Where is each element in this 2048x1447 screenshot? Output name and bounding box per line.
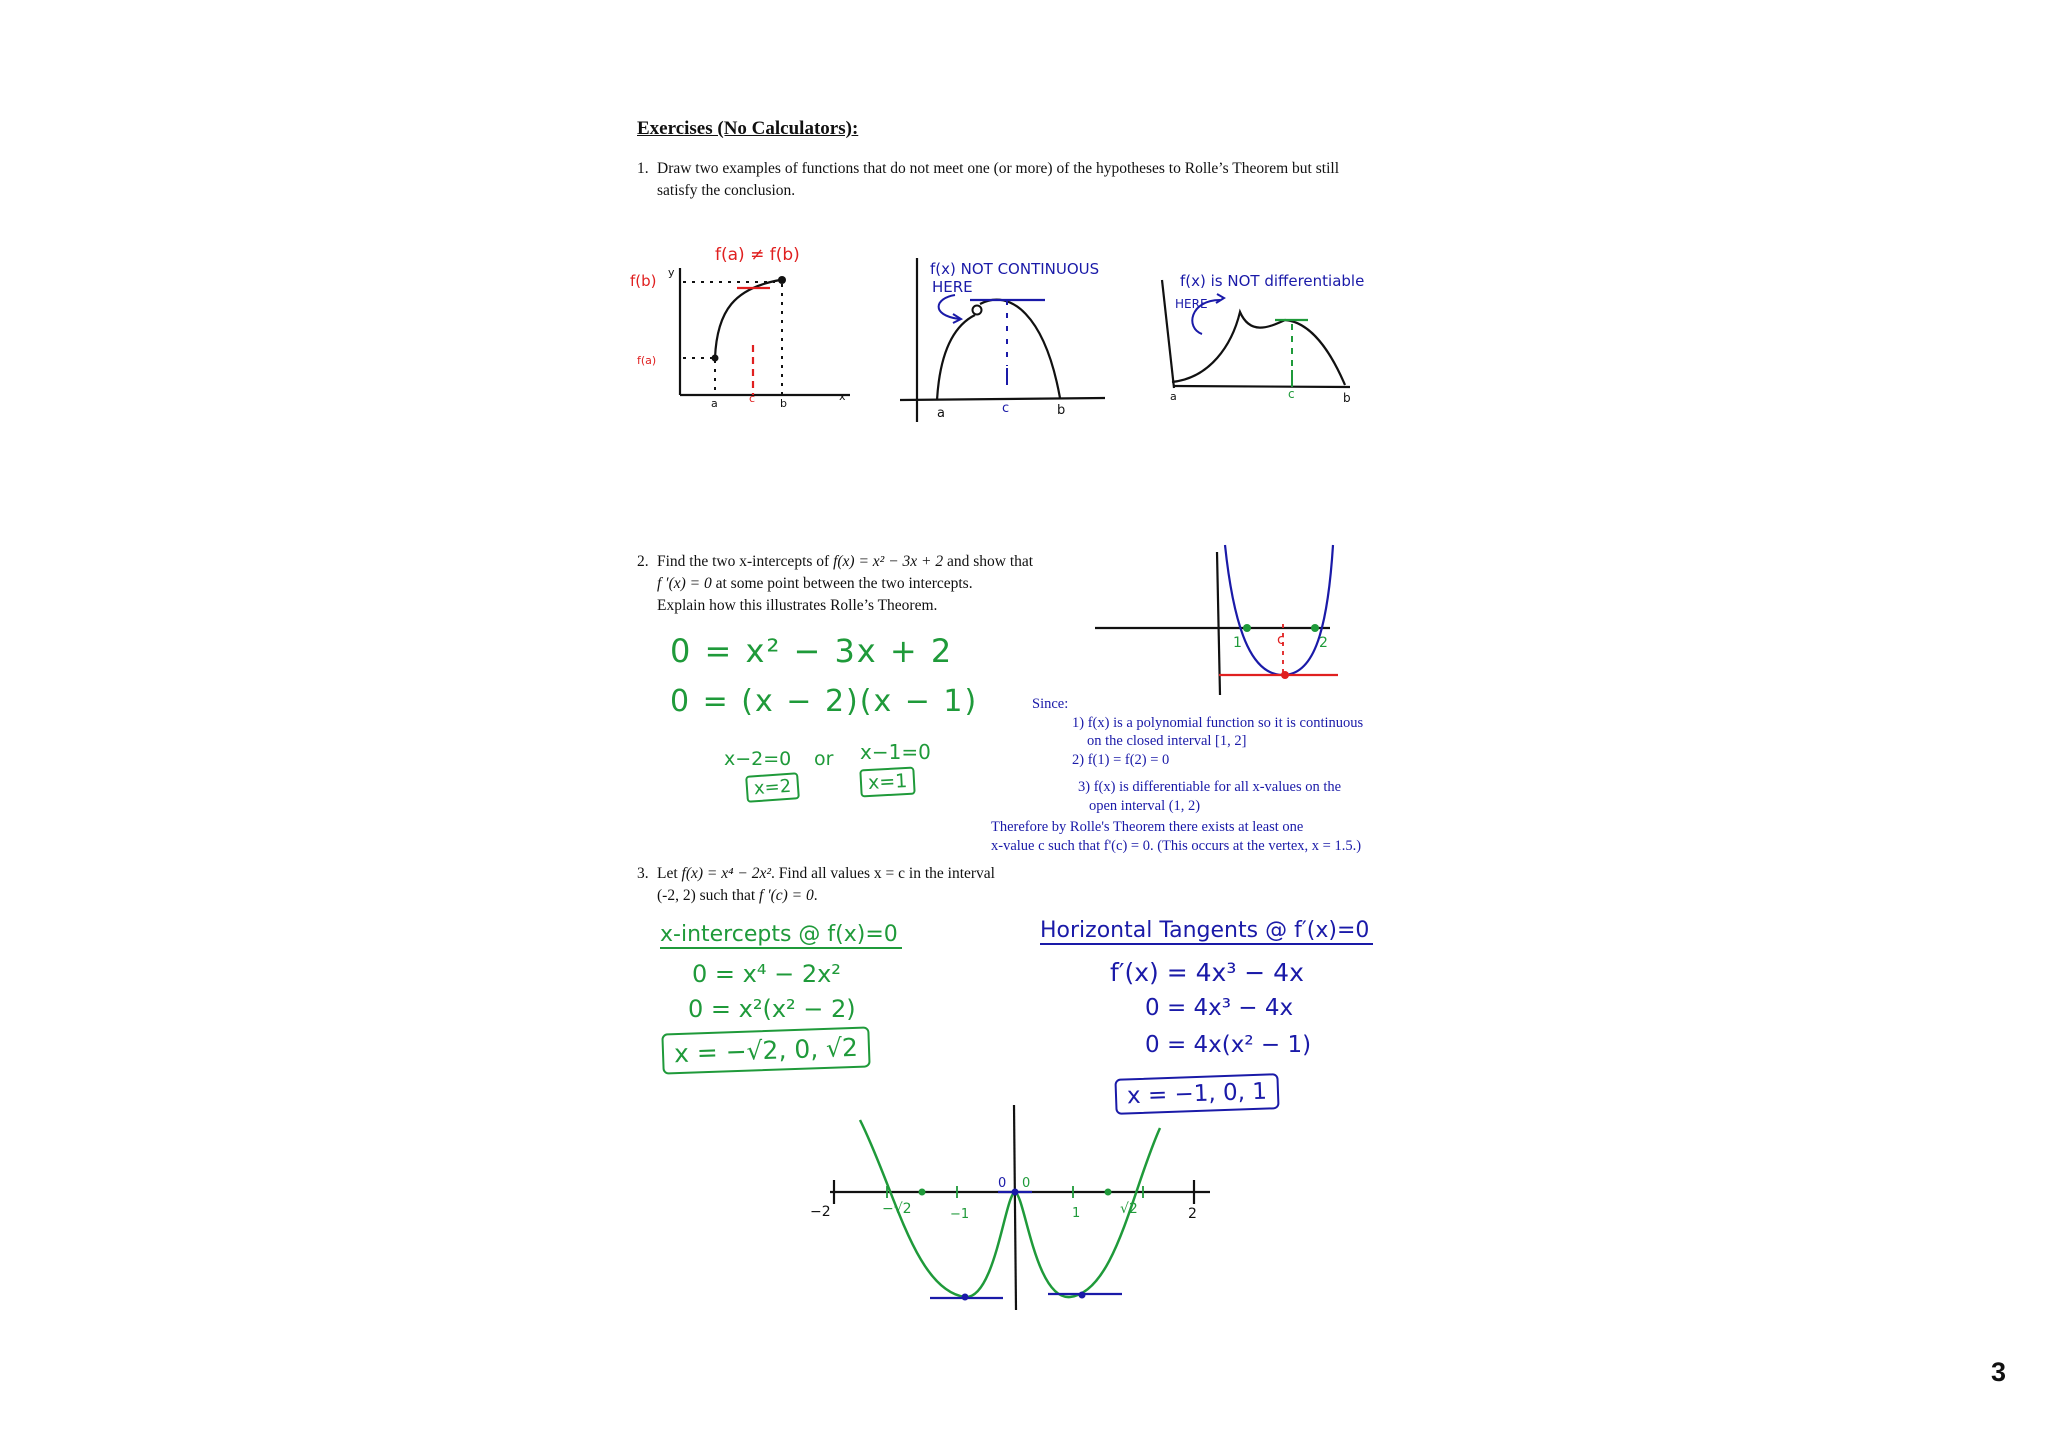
q3-graph-label-z2: 0	[1022, 1176, 1031, 1191]
exercises-title: Exercises (No Calculators):	[637, 118, 859, 139]
q3-right-eq1: f′(x) = 4x³ − 4x	[1110, 958, 1304, 987]
q3-left-eq1: 0 = x⁴ − 2x²	[692, 960, 841, 988]
q3-quartic-graph	[810, 1100, 1220, 1315]
q2-text-part: at some point between the two intercepts.	[711, 575, 973, 592]
q2-derivative: f ′(x) = 0	[657, 575, 712, 592]
q2-text-part: Find the two x-intercepts of	[657, 553, 834, 570]
q2-reason-1b: on the closed interval [1, 2]	[1087, 733, 1247, 749]
question-number: 3.	[637, 865, 649, 882]
q2-since: Since:	[1032, 696, 1069, 712]
q3-right-heading: Horizontal Tangents @ f′(x)=0	[1040, 918, 1373, 945]
graph3-here: HERE	[1175, 297, 1208, 311]
q2-therefore-1: Therefore by Rolle's Theorem there exists at least one	[991, 819, 1304, 835]
graph2-c-label: c	[1002, 401, 1010, 416]
q2-graph-label-1: 1	[1233, 635, 1242, 651]
graph2-b-label: b	[1057, 403, 1066, 418]
q2-reason-3a: 3) f(x) is differentiable for all x-values on the	[1078, 779, 1342, 795]
q1-graph-1	[625, 240, 855, 415]
q3-graph-label-z1: 0	[998, 1176, 1007, 1191]
q3-right-eq3: 0 = 4x(x² − 1)	[1145, 1032, 1312, 1058]
q2-parabola-graph	[1095, 540, 1345, 700]
q3-right-eq2: 0 = 4x³ − 4x	[1145, 995, 1294, 1021]
q3-graph-label-m1: −1	[950, 1207, 970, 1222]
q2-work-eq1: 0 = x² − 3x + 2	[670, 632, 954, 670]
question-2-text	[657, 551, 1097, 617]
graph1-x-label: x	[839, 390, 846, 403]
q2-function: f(x) = x² − 3x + 2	[833, 553, 944, 570]
q2-reason-1a: 1) f(x) is a polynomial function so it is continuous	[1072, 715, 1364, 731]
q3-graph-label-ms2: −√2	[882, 1201, 912, 1217]
question-3	[637, 863, 1097, 907]
graph2-a-label: a	[937, 406, 945, 421]
q3-text-part: Let	[657, 865, 682, 882]
q3-graph-label-p1: 1	[1072, 1206, 1081, 1221]
question-number: 2.	[637, 553, 649, 570]
graph1-fb-label: f(b)	[630, 272, 657, 290]
graph1-c-label: c	[749, 392, 756, 405]
q3-text-part: (-2, 2) such that	[657, 887, 760, 904]
q2-explain: Explain how this illustrates Rolle’s Theorem.	[657, 597, 938, 614]
q2-therefore-2: x-value c such that f'(c) = 0. (This occurs at the vertex, x = 1.5.)	[991, 838, 1362, 854]
graph3-b-label: b	[1343, 391, 1351, 405]
q2-reason-2: 2) f(1) = f(2) = 0	[1072, 752, 1170, 768]
question-1-text: Draw two examples of functions that do not meet one (or more) of the hypotheses to Rolle’s Theorem but still satisfy the conclusion.	[657, 160, 1339, 199]
graph3-a-label: a	[1170, 390, 1177, 403]
q3-left-eq2: 0 = x²(x² − 2)	[688, 995, 856, 1023]
q2-reason-3b: open interval (1, 2)	[1089, 798, 1201, 814]
graph3-c-label: c	[1288, 387, 1295, 401]
q3-graph-label-s2: √2	[1120, 1201, 1138, 1217]
q1-graph-3	[1150, 250, 1415, 415]
graph1-b-label: b	[780, 397, 787, 410]
q2-graph-label-c: c	[1277, 632, 1285, 648]
q3-text-part: . Find all values x = c in the interval	[771, 865, 995, 882]
page-number: 3	[1990, 1357, 2006, 1387]
q2-graph-label-2: 2	[1319, 635, 1328, 651]
q3-left-answer: x = −√2, 0, √2	[661, 1026, 870, 1074]
question-1	[637, 158, 1377, 202]
graph1-a-label: a	[711, 397, 718, 410]
q2-work-left-eq: x−2=0	[724, 748, 792, 770]
q2-answer-2: x=1	[859, 767, 916, 798]
q3-right-answer: x = −1, 0, 1	[1114, 1073, 1279, 1115]
q3-function: f(x) = x⁴ − 2x²	[681, 865, 772, 882]
q1-graph-2	[895, 240, 1115, 425]
q3-graph-label-m2: −2	[810, 1204, 831, 1220]
graph1-fa-label: f(a)	[637, 354, 657, 367]
q3-graph-label-p2: 2	[1188, 1206, 1197, 1222]
q2-work-eq2: 0 = (x − 2)(x − 1)	[670, 684, 979, 719]
graph3-note: f(x) is NOT differentiable	[1180, 272, 1365, 290]
q3-left-heading: x-intercepts @ f(x)=0	[660, 922, 902, 949]
graph2-note: f(x) NOT CONTINUOUS	[930, 260, 1100, 278]
q2-text-part: and show that	[943, 553, 1034, 570]
question-2	[637, 551, 1097, 617]
graph1-y-label: y	[668, 266, 675, 279]
question-number: 1.	[637, 160, 649, 177]
q2-answer-1: x=2	[745, 772, 800, 803]
q2-work-right-eq: x−1=0	[860, 740, 931, 764]
q3-text-part: .	[813, 887, 818, 904]
graph2-here: HERE	[932, 278, 973, 296]
q3-derivative: f ′(c) = 0	[759, 887, 814, 904]
question-3-text	[657, 863, 1097, 907]
q2-work-or: or	[814, 748, 834, 770]
graph1-top-label: f(a) ≠ f(b)	[715, 245, 800, 265]
